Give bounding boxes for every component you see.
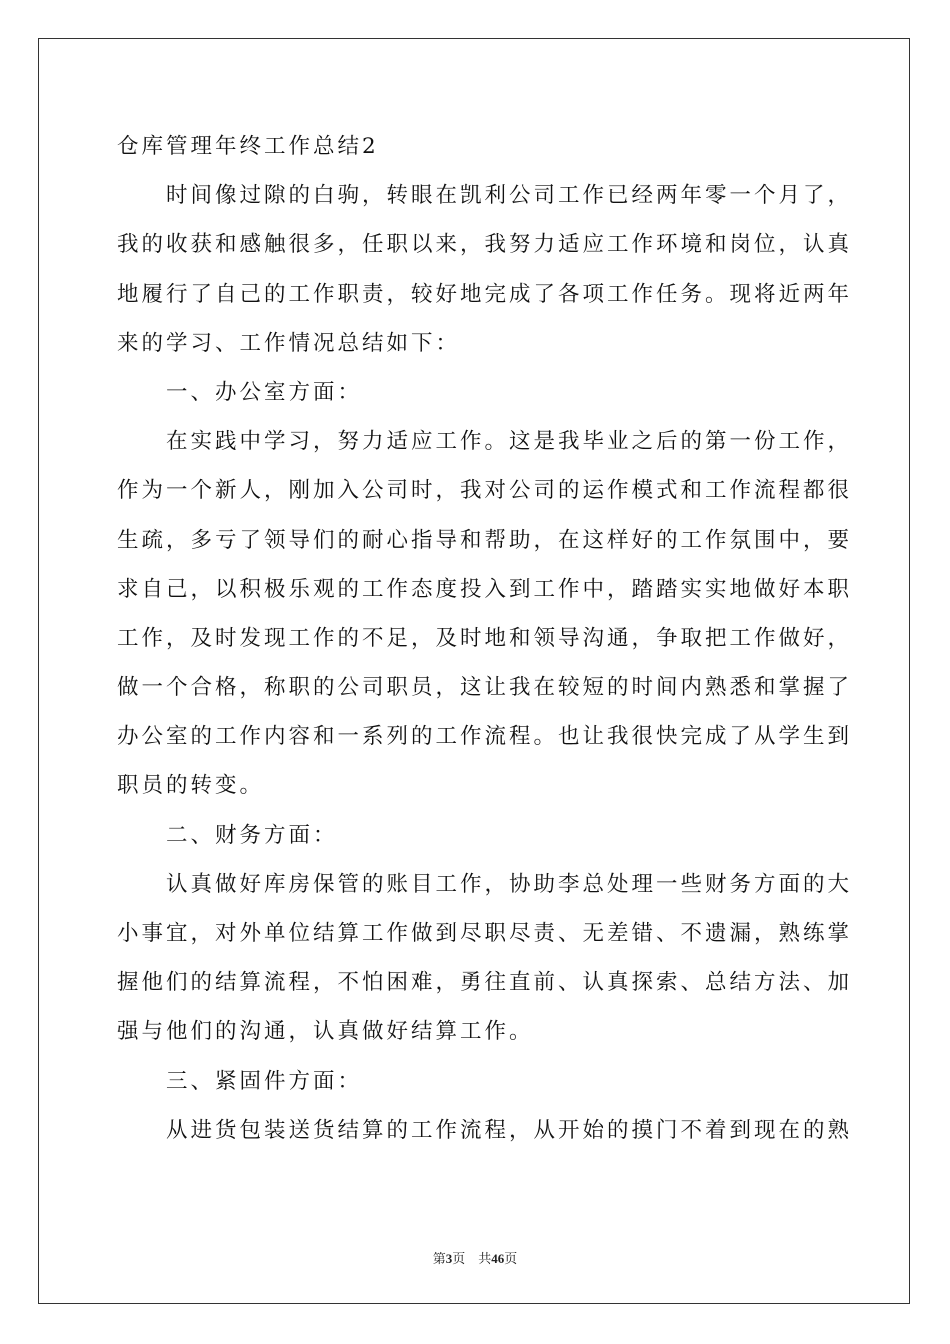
footer-total-unit: 页 (504, 1251, 518, 1266)
text-line: 求自己，以积极乐观的工作态度投入到工作中，踏踏实实地做好本职 (117, 576, 853, 602)
text-line: 三、紧固件方面： (166, 1068, 363, 1094)
text-line: 握他们的结算流程，不怕困难，勇往直前、认真探索、总结方法、加 (117, 970, 853, 996)
text-line: 二、财务方面： (166, 822, 338, 848)
text-line: 强与他们的沟通，认真做好结算工作。 (117, 1019, 534, 1045)
text-line: 小事宜，对外单位结算工作做到尽职尽责、无差错、不遗漏，熟练掌 (117, 921, 853, 946)
footer-page-unit: 页 (452, 1251, 466, 1266)
document-body (117, 122, 853, 1155)
page-footer (0, 1248, 950, 1267)
text-line: 在实践中学习，努力适应工作。这是我毕业之后的第一份工作， (166, 429, 853, 455)
text-line: 工作，及时发现工作的不足，及时地和领导沟通，争取把工作做好， (117, 625, 853, 651)
text-line: 职员的转变。 (117, 773, 265, 799)
total-pages: 46 (491, 1251, 505, 1266)
document-title: 仓库管理年终工作总结2 (117, 134, 379, 159)
page-number: 3 (445, 1251, 453, 1266)
text-line: 认真做好库房保管的账目工作，协助李总处理一些财务方面的大 (166, 871, 853, 897)
footer-total-prefix: 共 (478, 1251, 492, 1266)
text-line: 从进货包装送货结算的工作流程，从开始的摸门不着到现在的熟 (166, 1117, 853, 1143)
text-line: 做一个合格，称职的公司职员，这让我在较短的时间内熟悉和掌握了 (117, 675, 853, 701)
text-line: 时间像过隙的白驹，转眼在凯利公司工作已经两年零一个月了， (166, 183, 853, 209)
text-line: 我的收获和感触很多，任职以来，我努力适应工作环境和岗位，认真 (117, 232, 853, 258)
footer-prefix: 第 (432, 1251, 446, 1266)
text-line: 来的学习、工作情况总结如下： (117, 330, 461, 356)
text-line: 生疏，多亏了领导们的耐心指导和帮助，在这样好的工作氛围中，要 (117, 527, 853, 553)
text-line: 办公室的工作内容和一系列的工作流程。也让我很快完成了从学生到 (117, 724, 853, 750)
text-line: 作为一个新人，刚加入公司时，我对公司的运作模式和工作流程都很 (117, 478, 853, 504)
text-line: 地履行了自己的工作职责，较好地完成了各项工作任务。现将近两年 (117, 281, 853, 307)
text-line: 一、办公室方面： (166, 379, 363, 405)
